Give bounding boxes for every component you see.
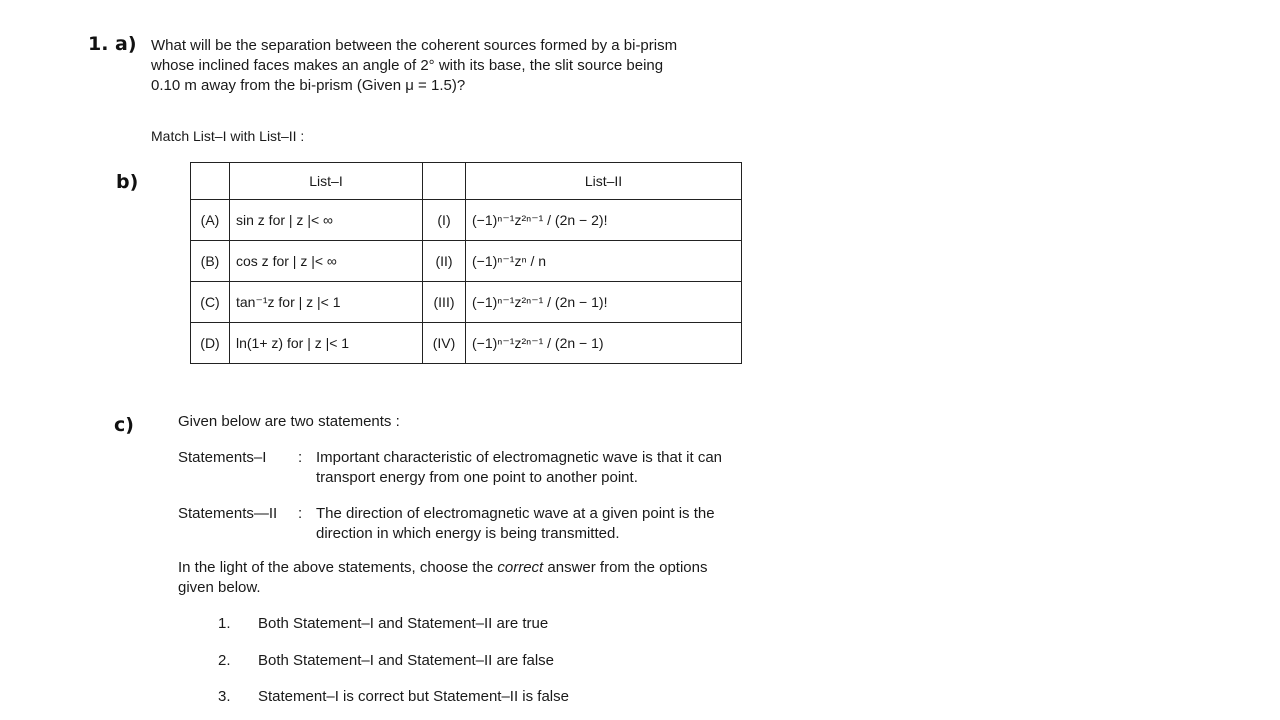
table-cell: [423, 163, 466, 200]
list1-id: (B): [191, 241, 230, 282]
option-3[interactable]: [218, 687, 569, 707]
option-text: Both Statement–I and Statement–II are true: [258, 615, 549, 632]
list2-item: (−1)ⁿ⁻¹z²ⁿ⁻¹ / (2n − 2)!: [466, 200, 742, 241]
question-1a-line: 0.10 m away from the bi-prism (Given μ = 1.5)?: [151, 77, 466, 94]
statements-intro: Given below are two statements :: [178, 413, 400, 430]
question-1a-line: whose inclined faces makes an angle of 2° with its base, the slit source being: [151, 57, 664, 74]
question-label-b: b): [116, 171, 139, 193]
option-number: 1.: [218, 615, 231, 632]
instruction-pre: In the light of the above statements, choose the: [178, 559, 498, 576]
option-1[interactable]: [218, 614, 548, 634]
list1-header: List–I: [230, 163, 423, 200]
table-row: [191, 323, 742, 364]
list1-item: cos z for | z |< ∞: [230, 241, 423, 282]
list1-item: tan⁻¹z for | z |< 1: [230, 282, 423, 323]
option-text: Statement–I is correct but Statement–II is false: [258, 688, 569, 705]
option-number: 3.: [218, 688, 231, 705]
statement-2-colon: :: [298, 505, 303, 522]
list2-item: (−1)ⁿ⁻¹z²ⁿ⁻¹ / (2n − 1): [466, 323, 742, 364]
table-row: [191, 241, 742, 282]
statement-1-text: [316, 448, 722, 488]
question-1a-text: [151, 36, 677, 96]
list2-header: List–II: [466, 163, 742, 200]
table-cell: [191, 163, 230, 200]
table-header-row: [191, 163, 742, 200]
statement-2-label: Statements—II: [178, 505, 278, 522]
table-row: [191, 200, 742, 241]
instruction-line: given below.: [178, 579, 261, 596]
instruction-text: [178, 558, 707, 598]
statement-2-text: [316, 504, 715, 544]
match-intro: Match List–I with List–II :: [151, 128, 305, 144]
instruction-post: answer from the options: [543, 559, 708, 576]
list2-id: (I): [423, 200, 466, 241]
statement-2-line: The direction of electromagnetic wave at a given point is the: [316, 505, 715, 522]
question-label-c: c): [114, 414, 134, 436]
list2-id: (III): [423, 282, 466, 323]
instruction-line: [178, 558, 707, 578]
list2-id: (II): [423, 241, 466, 282]
list1-item: ln(1+ z) for | z |< 1: [230, 323, 423, 364]
option-text: Both Statement–I and Statement–II are false: [258, 652, 555, 669]
option-number: 2.: [218, 652, 231, 669]
list1-item: sin z for | z |< ∞: [230, 200, 423, 241]
table-row: [191, 282, 742, 323]
match-table: [190, 162, 742, 364]
list1-id: (D): [191, 323, 230, 364]
question-1a-line: What will be the separation between the coherent sources formed by a bi-prism: [151, 37, 678, 54]
list1-id: (C): [191, 282, 230, 323]
list2-id: (IV): [423, 323, 466, 364]
instruction-emphasis: correct: [497, 559, 544, 576]
statement-1-line: Important characteristic of electromagnetic wave is that it can: [316, 449, 723, 466]
option-2[interactable]: [218, 651, 554, 671]
statement-1-line: transport energy from one point to another point.: [316, 469, 638, 486]
statement-1-colon: :: [298, 449, 303, 466]
list1-id: (A): [191, 200, 230, 241]
list2-item: (−1)ⁿ⁻¹zⁿ / n: [466, 241, 742, 282]
statement-2-line: direction in which energy is being transmitted.: [316, 525, 620, 542]
statement-1-label: Statements–I: [178, 449, 267, 466]
question-number-1a: 1. a): [88, 33, 137, 55]
list2-item: (−1)ⁿ⁻¹z²ⁿ⁻¹ / (2n − 1)!: [466, 282, 742, 323]
